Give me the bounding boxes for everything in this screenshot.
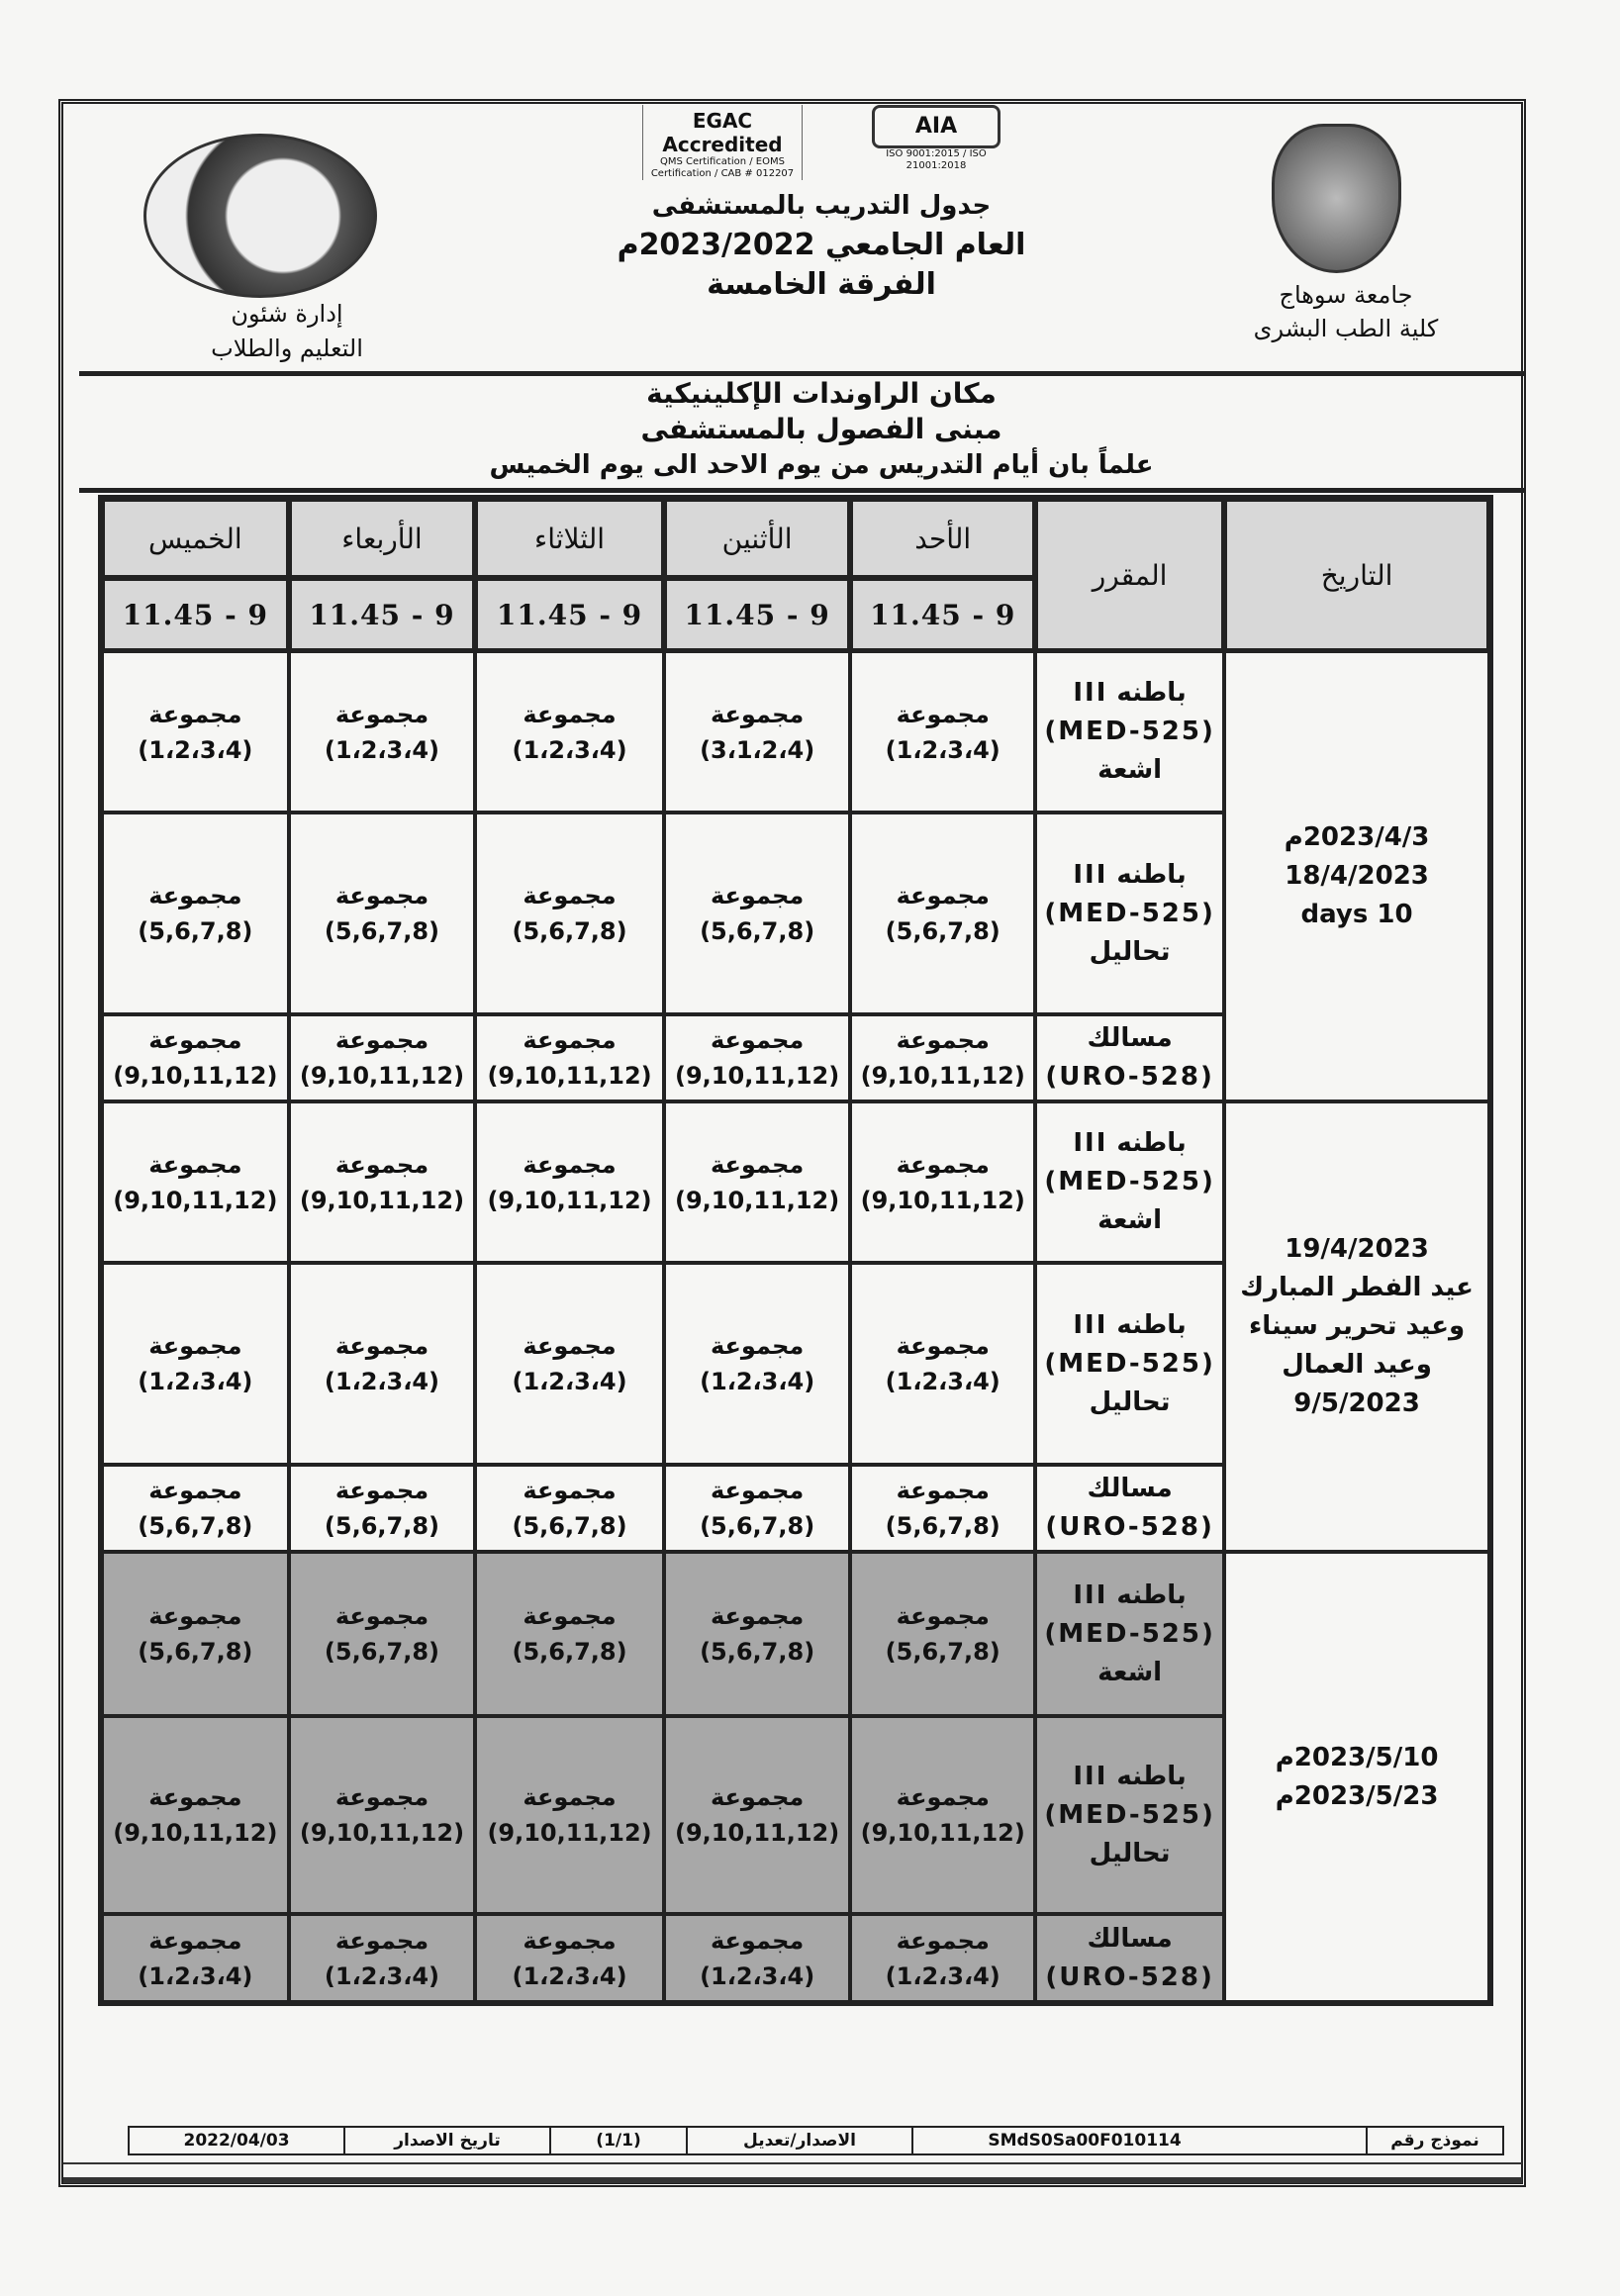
group-cell: مجموعة (1،2،3،4) [289, 1914, 476, 2002]
group-cell: مجموعة (9,10,11,12) [475, 1716, 664, 1914]
group-cell: مجموعة (1،2،3،4) [475, 651, 664, 813]
group-cell: مجموعة (1،2،3،4) [289, 651, 476, 813]
form-number: SMdS0Sa00F010114 [911, 2128, 1256, 2153]
group-cell: مجموعة (9,10,11,12) [102, 1101, 289, 1263]
date-cell [1224, 651, 1489, 1101]
group-cell: مجموعة (1،2،3،4) [102, 651, 289, 813]
course-line: باطنه III [1073, 1761, 1187, 1791]
group-cell: مجموعة (9,10,11,12) [289, 1716, 476, 1914]
version-value: (1/1) [549, 2128, 686, 2153]
header-time: 11.45 - 9 [289, 578, 476, 651]
faculty-of-medicine-logo [143, 134, 377, 298]
course-cell [1035, 1014, 1224, 1101]
group-cell: مجموعة (1،2،3،4) [664, 1914, 851, 2002]
header-center [515, 105, 1128, 305]
group-cell: مجموعة (1،2،3،4) [102, 1914, 289, 2002]
course-line: باطنه III [1073, 1579, 1187, 1610]
course-line: (MED-525) [1044, 1799, 1215, 1830]
title-line-1: جدول التدريب بالمستشفى [651, 191, 992, 221]
schedule-table [98, 495, 1493, 2006]
date-line: 2023/4/3م [1284, 822, 1430, 852]
group-cell: مجموعة (1،2،3،4) [289, 1263, 476, 1465]
header-time: 11.45 - 9 [850, 578, 1035, 651]
form-number-label: نموذج رقم [1366, 2128, 1502, 2153]
group-cell: مجموعة (5,6,7,8) [289, 813, 476, 1014]
course-line: (MED-525) [1044, 717, 1215, 746]
header-time: 11.45 - 9 [664, 578, 851, 651]
course-cell [1035, 1465, 1224, 1552]
group-cell: مجموعة (9,10,11,12) [850, 1716, 1035, 1914]
course-line: باطنه III [1073, 1128, 1187, 1158]
table-row [102, 1552, 1489, 1716]
accreditation-logos [642, 105, 1001, 180]
group-cell: مجموعة (5,6,7,8) [102, 813, 289, 1014]
group-cell: مجموعة (5,6,7,8) [664, 1465, 851, 1552]
group-cell: مجموعة (5,6,7,8) [102, 1552, 289, 1716]
group-cell: مجموعة (9,10,11,12) [664, 1014, 851, 1101]
course-line: باطنه III [1073, 859, 1187, 890]
group-cell: مجموعة (1،2،3،4) [475, 1914, 664, 2002]
group-cell: مجموعة (3،1،2،4) [664, 651, 851, 813]
issue-date-label: تاريخ الاصدار [343, 2128, 549, 2153]
group-cell: مجموعة (9,10,11,12) [664, 1716, 851, 1914]
location-line-3: علماً بان أيام التدريس من يوم الاحد الى يوم الخميس [489, 450, 1154, 480]
group-cell: مجموعة (5,6,7,8) [475, 1552, 664, 1716]
group-cell: مجموعة (5,6,7,8) [289, 1552, 476, 1716]
header-date: التاريخ [1224, 499, 1489, 651]
course-line: تحاليل [1089, 1838, 1171, 1868]
course-cell [1035, 813, 1224, 1014]
group-cell: مجموعة (5,6,7,8) [664, 1552, 851, 1716]
issue-date: 2022/04/03 [183, 2131, 290, 2151]
form-footer [128, 2126, 1504, 2155]
course-cell [1035, 651, 1224, 813]
group-cell: مجموعة (5,6,7,8) [289, 1465, 476, 1552]
date-cell [1224, 1552, 1489, 2002]
course-line: (MED-525) [1044, 1618, 1215, 1649]
group-cell: مجموعة (1،2،3،4) [664, 1263, 851, 1465]
group-cell: مجموعة (1،2،3،4) [850, 1914, 1035, 2002]
course-line: مسالك [1087, 1023, 1173, 1053]
date-line: 19/4/2023 [1285, 1234, 1429, 1264]
date-line: 2023/5/10م [1275, 1742, 1439, 1772]
header-time: 11.45 - 9 [102, 578, 289, 651]
course-line: مسالك [1087, 1474, 1173, 1503]
group-cell: مجموعة (1،2،3،4) [102, 1263, 289, 1465]
location-line-1: مكان الراوندات الإكلينيكية [646, 377, 997, 410]
group-cell: مجموعة (9,10,11,12) [102, 1014, 289, 1101]
date-line: 18/4/2023 [1285, 861, 1429, 891]
date-line: عيد الفطر المبارك وعيد تحرير سيناء وعيد العمال [1240, 1273, 1474, 1380]
date-line: 9/5/2023 [1293, 1388, 1420, 1418]
course-line: باطنه III [1073, 1309, 1187, 1340]
course-line: (URO-528) [1045, 1512, 1214, 1542]
table-row [102, 651, 1489, 813]
group-cell: مجموعة (9,10,11,12) [289, 1101, 476, 1263]
course-cell [1035, 1552, 1224, 1716]
course-cell [1035, 1101, 1224, 1263]
accreditation-aia-logo: AIA ISO 9001:2015 / ISO 21001:2018 [872, 105, 1001, 172]
group-cell: مجموعة (1،2،3،4) [475, 1263, 664, 1465]
group-cell: مجموعة (9,10,11,12) [475, 1014, 664, 1101]
group-cell: مجموعة (5,6,7,8) [475, 813, 664, 1014]
date-line: 10 days [1300, 900, 1413, 929]
course-line: باطنه III [1073, 678, 1187, 708]
group-cell: مجموعة (1،2،3،4) [850, 1263, 1035, 1465]
course-cell [1035, 1263, 1224, 1465]
group-cell: مجموعة (1،2،3،4) [850, 651, 1035, 813]
header-day: الأثنين [664, 499, 851, 578]
accreditation-egac-logo: EGAC Accredited QMS Certification / EOMS Certification / CAB # 012207 [642, 105, 803, 180]
group-cell: مجموعة (9,10,11,12) [850, 1014, 1035, 1101]
course-line: اشعة [1097, 755, 1163, 785]
course-line: (MED-525) [1044, 1348, 1215, 1379]
course-cell [1035, 1716, 1224, 1914]
course-cell [1035, 1914, 1224, 2002]
course-line: اشعة [1097, 1205, 1163, 1235]
course-line: مسالك [1087, 1923, 1173, 1954]
header-day: الأحد [850, 499, 1035, 578]
group-cell: مجموعة (9,10,11,12) [289, 1014, 476, 1101]
sohag-university-seal-logo [1272, 124, 1401, 273]
group-cell: مجموعة (9,10,11,12) [475, 1101, 664, 1263]
footer-rule [63, 2162, 1522, 2164]
location-line-2: مبنى الفصول بالمستشفى [640, 413, 1002, 445]
title-line-2: العام الجامعي 2023/2022م [617, 228, 1026, 262]
location-block [297, 376, 1346, 483]
institution-name: جامعة سوهاج كلية الطب البشرى [1253, 281, 1439, 342]
footer-bar [63, 2177, 1522, 2183]
course-line: (MED-525) [1044, 1167, 1215, 1196]
header-day: الخميس [102, 499, 289, 578]
group-cell: مجموعة (9,10,11,12) [850, 1101, 1035, 1263]
course-line: (URO-528) [1045, 1961, 1214, 1992]
group-cell: مجموعة (9,10,11,12) [664, 1101, 851, 1263]
course-line: (URO-528) [1045, 1062, 1214, 1092]
group-cell: مجموعة (5,6,7,8) [475, 1465, 664, 1552]
date-line: 2023/5/23م [1275, 1780, 1439, 1811]
group-cell: مجموعة (5,6,7,8) [850, 1465, 1035, 1552]
course-line: اشعة [1097, 1657, 1163, 1687]
group-cell: مجموعة (5,6,7,8) [850, 1552, 1035, 1716]
group-cell: مجموعة (5,6,7,8) [664, 813, 851, 1014]
title-line-3: الفرقة الخامسة [707, 267, 936, 302]
group-cell: مجموعة (5,6,7,8) [102, 1465, 289, 1552]
course-line: تحاليل [1089, 1387, 1171, 1417]
department-name: إدارة شئون التعليم والطلاب [211, 300, 363, 362]
date-cell [1224, 1101, 1489, 1552]
table-row [102, 1101, 1489, 1263]
location-divider [79, 488, 1524, 493]
header-day: الأربعاء [289, 499, 476, 578]
course-line: تحاليل [1089, 936, 1171, 967]
header-time: 11.45 - 9 [475, 578, 664, 651]
header-course: المقرر [1035, 499, 1224, 651]
course-line: (MED-525) [1044, 898, 1215, 928]
header-day: الثلاثاء [475, 499, 664, 578]
group-cell: مجموعة (9,10,11,12) [102, 1716, 289, 1914]
group-cell: مجموعة (5,6,7,8) [850, 813, 1035, 1014]
version-label: الاصدار/تعديل [686, 2128, 911, 2153]
